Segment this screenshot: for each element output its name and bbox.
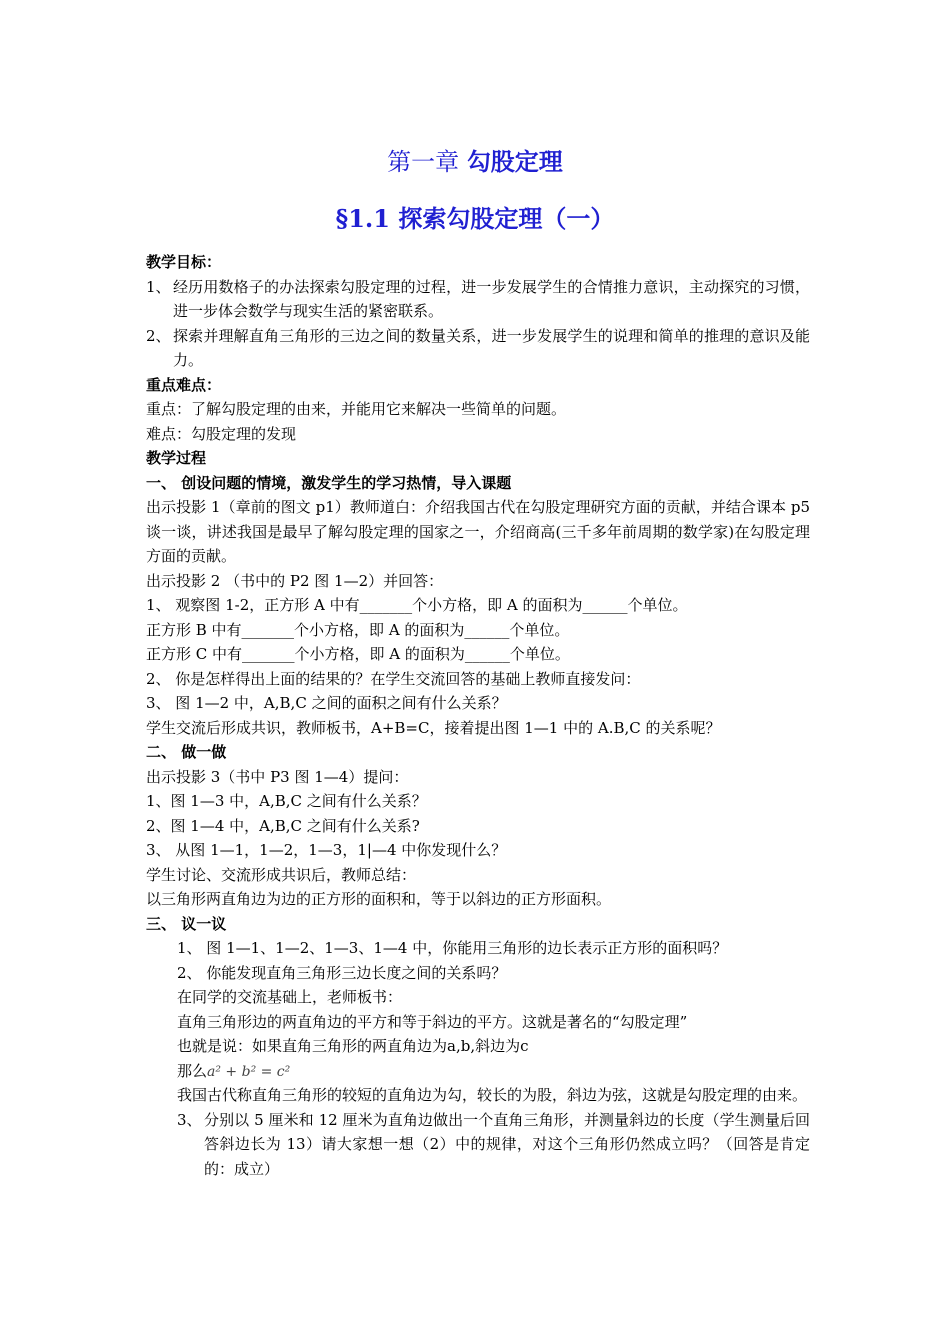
- question: 3、 从图 1—1，1—2，1—3，1|—4 中你发现什么？: [146, 841, 507, 859]
- key-heading: 重点难点：: [146, 375, 222, 394]
- section-3-heading: 三、 议一议: [146, 914, 227, 933]
- difficult-point: 难点：勾股定理的发现: [146, 424, 297, 443]
- chapter-number: 第一章: [387, 148, 460, 176]
- paragraph: 出示投影 3（书中 P3 图 1—4）提问：: [146, 767, 409, 786]
- question: 1、图 1—3 中，A,B,C 之间有什么关系？: [146, 792, 427, 810]
- document-body: [146, 250, 810, 1181]
- formula-line: 那么a² + b² = c²: [177, 1061, 291, 1080]
- question: 正方形 C 中有_______个小方格，即 A 的面积为______个单位。: [146, 645, 570, 663]
- paragraph: 学生讨论、交流形成共识后，教师总结：: [146, 865, 417, 884]
- paragraph: 也就是说：如果直角三角形的两直角边为a,b,斜边为c: [177, 1037, 529, 1055]
- question: 3、 图 1—2 中，A,B,C 之间的面积之间有什么关系？: [146, 694, 507, 712]
- section-title: §1.1 探索勾股定理（一）: [335, 204, 615, 233]
- pythagorean-formula: a² + b² = c²: [207, 1063, 291, 1080]
- question: 2、图 1—4 中，A,B,C 之间有什么关系?: [146, 816, 420, 835]
- paragraph: 出示投影 1（章前的图文 p1）教师道白：介绍我国古代在勾股定理研究方面的贡献，并结合课本 p5 谈一谈，讲述我国是最早了解勾股定理的国家之一，介绍商高(三千多年前周期的数学家)在勾股定理方面的贡献。: [146, 498, 810, 565]
- objectives-heading: 教学目标：: [146, 253, 222, 271]
- objective-item: 2、 探索并理解直角三角形的三边之间的数量关系，进一步发展学生的说理和简单的推理的意识及能力。: [146, 324, 810, 373]
- process-heading: 教学过程: [146, 449, 207, 467]
- objective-text: 探索并理解直角三角形的三边之间的数量关系，进一步发展学生的说理和简单的推理的意识及能力。: [173, 326, 810, 369]
- objective-item: 1、 经历用数格子的办法探索勾股定理的过程，进一步发展学生的合情推力意识，主动探究的习惯，进一步体会数学与现实生活的紧密联系。: [146, 275, 810, 324]
- paragraph: 学生交流后形成共识，教师板书，A+B=C，接着提出图 1—1 中的 A.B,C 的关系呢？: [146, 718, 721, 737]
- question: 3、 分别以 5 厘米和 12 厘米为直角边做出一个直角三角形，并测量斜边的长度（学生测量后回答斜边长为 13）请大家想一想（2）中的规律，对这个三角形仍然成立吗？（回答是肯定的：成立）: [177, 1110, 810, 1178]
- question: 1、 观察图 1-2，正方形 A 中有_______个小方格，即 A 的面积为______个单位。: [146, 596, 688, 614]
- question: 2、 你能发现直角三角形三边长度之间的关系吗？: [177, 963, 507, 982]
- key-point: 重点：了解勾股定理的由来，并能用它来解决一些简单的问题。: [146, 400, 567, 418]
- paragraph: 在同学的交流基础上，老师板书：: [177, 988, 403, 1006]
- paragraph: 直角三角形边的两直角边的平方和等于斜边的平方。这就是著名的“勾股定理”: [177, 1012, 688, 1031]
- chapter-name: 勾股定理: [466, 147, 563, 176]
- question: 2、 你是怎样得出上面的结果的？在学生交流回答的基础上教师直接发问：: [146, 669, 641, 688]
- section-2-heading: 二、 做一做: [146, 743, 227, 761]
- paragraph: 出示投影 2 （书中的 P2 图 1—2）并回答：: [146, 571, 444, 590]
- question: 正方形 B 中有_______个小方格，即 A 的面积为______个单位。: [146, 620, 570, 639]
- objective-text: 经历用数格子的办法探索勾股定理的过程，进一步发展学生的合情推力意识，主动探究的习惯，进一步体会数学与现实生活的紧密联系。: [173, 277, 810, 320]
- section-1-heading: 一、 创设问题的情境，激发学生的学习热情，导入课题: [146, 473, 512, 492]
- paragraph: 以三角形两直角边为边的正方形的面积和，等于以斜边的正方形面积。: [146, 890, 612, 908]
- chapter-title: [0, 142, 950, 177]
- paragraph: 我国古代称直角三角形的较短的直角边为勾，较长的为股，斜边为弦，这就是勾股定理的由来。: [177, 1086, 808, 1104]
- question: 1、 图 1—1、1—2、1—3、1—4 中，你能用三角形的边长表示正方形的面积吗？: [177, 939, 728, 957]
